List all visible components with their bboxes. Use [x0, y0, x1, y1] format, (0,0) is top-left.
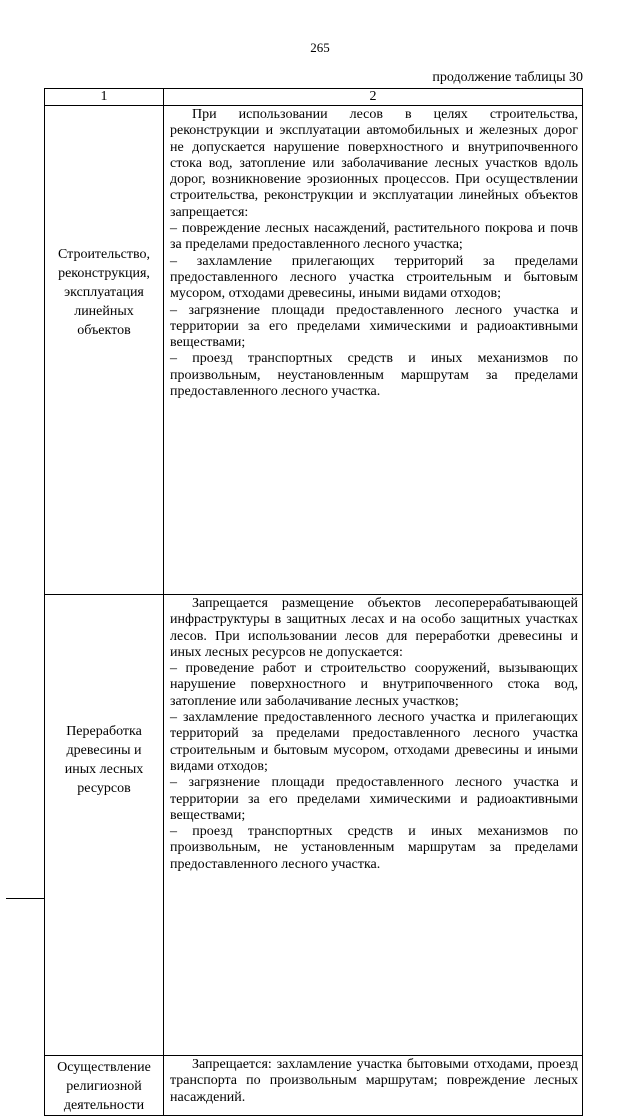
regulations-table [44, 88, 583, 1116]
label-line: деятельности [63, 1098, 145, 1113]
content-paragraph: – загрязнение площади предоставленного лесного участка и территории за его пределами химическими и радиоактивными веществами; [170, 302, 578, 351]
label-line: Строительство, [58, 247, 150, 262]
content-paragraph: Запрещается: захламление участка бытовыми отходами, проезд транспорта по произвольным маршрутам; повреждение лесных насаждений. [170, 1057, 578, 1105]
table-row-linear-objects [45, 106, 583, 595]
table-header-row [45, 89, 583, 106]
row-label-linear-objects [45, 106, 164, 595]
table-row-religious-activity [45, 1056, 583, 1116]
content-paragraph: – проезд транспортных средств и иных механизмов по произвольным, не установленным маршрутам за пределами предоставленного лесного участка. [170, 824, 578, 872]
table-continuation-label: продолжение таблицы 30 [432, 70, 583, 85]
label-line: Переработка [66, 724, 142, 739]
content-paragraph: – проезд транспортных средств и иных механизмов по произвольным, неустановленным маршрутам за пределами предоставленного лесного участка. [170, 351, 578, 400]
row-content-religious-activity [164, 1056, 583, 1116]
label-line: ресурсов [77, 781, 131, 796]
row-label-wood-processing [45, 595, 164, 1056]
content-paragraph: – захламление прилегающих территорий за пределами предоставленного лесного участка строительным и бытовым мусором, отходами древесины, иными видами отходов; [170, 253, 578, 302]
label-line: иных лесных [64, 762, 144, 777]
footnote-divider [6, 898, 44, 899]
label-line: объектов [77, 323, 131, 338]
row-content-linear-objects [164, 106, 583, 595]
page-number: 265 [310, 40, 330, 55]
content-paragraph: – повреждение лесных насаждений, растительного покрова и почв за пределами предоставленного лесного участка; [170, 221, 578, 253]
label-line: религиозной [66, 1079, 142, 1094]
label-line: реконструкция, [58, 266, 150, 281]
row-content-wood-processing [164, 595, 583, 1056]
label-line: древесины и [66, 743, 142, 758]
content-paragraph: – проведение работ и строительство сооружений, вызывающих нарушение поверхностного и внутрипочвенного стока вод, затопление или заболачивание лесных участков; [170, 661, 578, 709]
label-line: Осуществление [57, 1060, 151, 1075]
column-header-2: 2 [164, 89, 583, 106]
content-paragraph: – захламление предоставленного лесного участка и прилегающих территорий за пределами предоставленного лесного участка строительным и бытовым мусором, отходами древесины и иными видами отходов; [170, 710, 578, 774]
table-row-wood-processing [45, 595, 583, 1056]
label-line: эксплуатация [64, 285, 144, 300]
label-line: линейных [74, 304, 134, 319]
column-header-1: 1 [45, 89, 164, 106]
row-label-religious-activity [45, 1056, 164, 1116]
content-paragraph: Запрещается размещение объектов лесоперерабатывающей инфраструктуры в защитных лесах и на особо защитных участках лесов. При использовании лесов для переработки древесины и иных лесных ресурсов не допускается: [170, 596, 578, 660]
content-paragraph: – загрязнение площади предоставленного лесного участка и территории за его пределами химическими и радиоактивными веществами; [170, 775, 578, 823]
content-paragraph: При использовании лесов в целях строительства, реконструкции и эксплуатации автомобильных и железных дорог не допускается нарушение поверхностного и внутрипочвенного стока вод, затопление или заболачивание лесных участков вдоль дорог, возникновение эрозионных процессов. При осуществлении строительства, реконструкции и эксплуатации линейных объектов запрещается: [170, 107, 578, 220]
